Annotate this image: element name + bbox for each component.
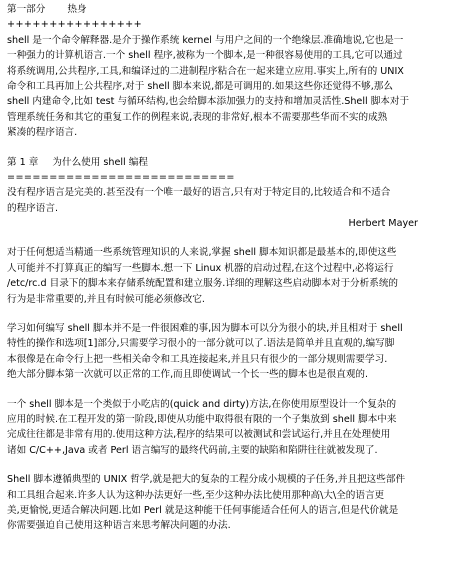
quote-line: 没有程序语言是完美的.甚至没有一个唯一最好的语言,只有对于特定目的,比较适合和不适合 — [7, 187, 391, 199]
paragraph-1 — [7, 245, 444, 307]
text-line: 学习如何编写 shell 脚本并不是一件很困难的事,因为脚本可以分为很小的块,并且相对于 shell — [7, 323, 403, 335]
text-line: 对于任何想适当精通一些系统管理知识的人来说,掌握 shell 脚本知识都是最基本的,即使这些 — [7, 247, 397, 259]
spacer — [7, 383, 444, 397]
text-line: 一个 shell 脚本是一个类似于小吃店的(quick and dirty)方法,在你使用原型设计一个复杂的 — [7, 398, 397, 410]
text-line: 绝大部分脚本第一次就可以正常的工作,而且即使调试一个长一些的脚本也是很直观的. — [7, 369, 369, 381]
text-line: 行为是非常重要的,并且有时候可能必须修改它. — [7, 293, 205, 305]
spacer — [7, 307, 444, 321]
intro-paragraph — [7, 33, 444, 141]
text-line: 管理系统任务和其它的重复工作的例程来说,表现的非常好,根本不需要那些华而不实的成熟 — [7, 111, 388, 123]
text-line: 人可能并不打算真正的编写一些脚本.想一下 Linux 机器的启动过程,在这个过程中,必将运行 — [7, 262, 394, 274]
text-line: 将系统调用,公共程序,工具,和编译过的二进制程序粘合在一起来建立应用.事实上,所有的 UNIX — [7, 65, 404, 77]
text-line: 特性的操作和选项[1]部分,只需要学习很小的一部分就可以了.语法是简单并且直观的,编写脚 — [7, 338, 395, 350]
part-label: 第一部分 — [7, 4, 46, 15]
spacer — [7, 458, 444, 472]
chapter-heading — [7, 155, 444, 170]
text-line: 完成往往都是非常有用的.使用这种方法,程序的结果可以被测试和尝试运行,并且在处理使用 — [7, 429, 391, 441]
text-line: 美,更愉悦,更适合解决问题.比如 Perl 就是这种能干任何事能适合任何人的语言,但是代价就是 — [7, 504, 399, 516]
text-line: 紧凑的程序语言. — [7, 127, 78, 139]
text-line: shell 内建命令,比如 test 与循环结构,也会给脚本添加强力的支持和增加灵活性.Shell 脚本对于 — [7, 96, 410, 108]
text-line: /etc/rc.d 目录下的脚本来存储系统配置和建立服务.详细的理解这些启动脚本对于分析系统的 — [7, 278, 399, 290]
paragraph-4 — [7, 472, 444, 534]
paragraph-3 — [7, 397, 444, 459]
chapter-title: 为什么使用 shell 编程 — [52, 156, 148, 168]
quote-author: Herbert Mayer — [348, 218, 418, 230]
part-title: 热身 — [67, 4, 87, 15]
spacer — [7, 231, 444, 245]
chapter-divider: =========================== — [7, 171, 235, 183]
text-line: Shell 脚本遵循典型的 UNIX 哲学,就是把大的复杂的工程分成小规模的子任务,并且把这些部件 — [7, 474, 406, 486]
text-line: 和工具组合起来.许多人认为这种办法更好一些,至少这种办法比使用那种高\大\全的语言更 — [7, 489, 385, 501]
chapter-label: 第 1 章 — [7, 156, 39, 168]
part-divider: ++++++++++++++++ — [7, 19, 143, 31]
quote-line: 的程序语言. — [7, 202, 59, 214]
text-line: 你需要强迫自己使用这种语言来思考解决问题的办法. — [7, 520, 231, 532]
text-line: 诸如 C/C++,Java 或者 Perl 语言编写的最终代码前,主要的缺陷和陷阱往往就被发现了. — [7, 444, 378, 456]
text-line: 应用的时候.在工程开发的第一阶段,即使从功能中取得很有限的一个子集放到 shell 脚本中来 — [7, 413, 397, 425]
text-line: shell 是一个命令解释器.是介于操作系统 kernel 与用户之间的一个绝缘层.准确地说,它也是一 — [7, 34, 404, 46]
paragraph-2 — [7, 321, 444, 383]
text-line: 命令和工具再加上公共程序,对于 shell 脚本来说,都是可调用的.如果这些你还觉得不够,那么 — [7, 80, 393, 92]
text-line: 本很像是在命令行上把一些相关命令和工具连接起来,并且只有很少的一部分规则需要学习. — [7, 353, 388, 365]
text-line: 一种强力的计算机语言.一个 shell 程序,被称为一个脚本,是一种很容易使用的工具,它可以通过 — [7, 50, 403, 62]
quote-block — [7, 185, 444, 216]
spacer — [7, 141, 444, 155]
part-heading — [7, 2, 444, 17]
